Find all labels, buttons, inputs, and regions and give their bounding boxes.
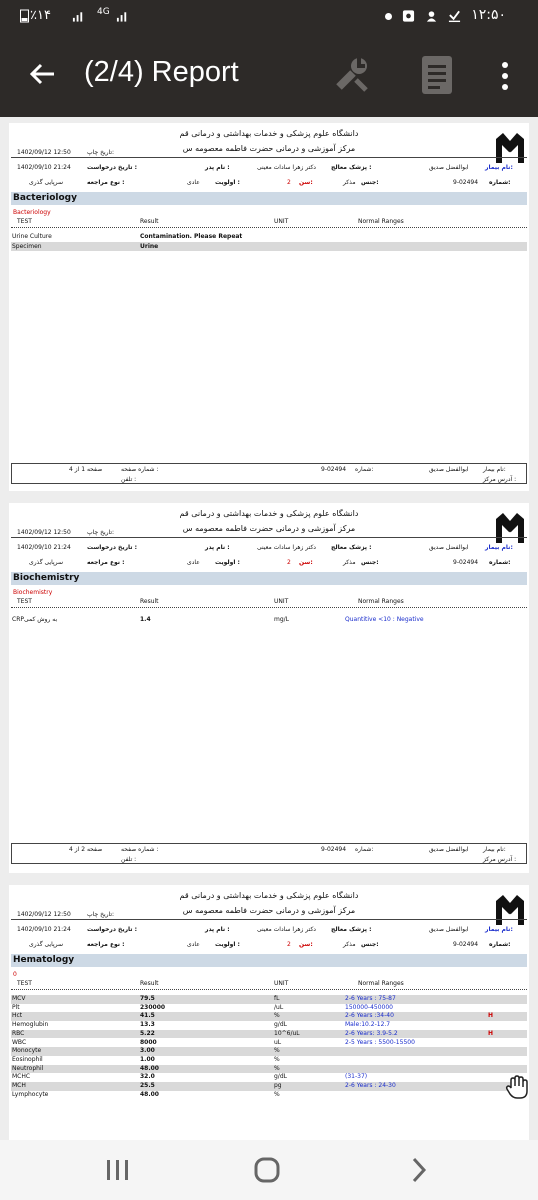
visit-type: سرپایی گذری <box>29 941 64 948</box>
row-unit: fL <box>274 995 280 1002</box>
recent-apps-icon[interactable] <box>103 1155 133 1185</box>
section-subtitle: Bacteriology <box>13 209 51 216</box>
hospital-logo-icon <box>493 509 527 545</box>
request-date-label: تاریخ درخواست : <box>87 926 138 933</box>
table-row <box>11 1073 527 1082</box>
print-date: 1402/09/12 12:50 <box>17 911 71 918</box>
footer-patient-label: نام بیمار: <box>483 466 506 473</box>
dotted-divider <box>11 227 527 228</box>
row-result: 8000 <box>140 1038 157 1046</box>
number-label: شماره: <box>489 179 511 186</box>
patient-name: ابوالفضل صدیق <box>429 544 469 551</box>
age-label: سن: <box>299 179 313 186</box>
row-normal: (31-37) <box>345 1073 368 1081</box>
notification-dot <box>385 13 392 20</box>
row-unit: pg <box>274 1082 282 1089</box>
patient-name: ابوالفضل صدیق <box>429 926 469 933</box>
row-test: MCH <box>12 1082 26 1089</box>
col-unit: UNIT <box>274 218 289 225</box>
report-page-1 <box>9 123 529 491</box>
row-unit: % <box>274 1047 280 1055</box>
row-test: CRPبه روش کمی <box>12 616 58 623</box>
col-normal: Normal Ranges <box>358 598 404 605</box>
row-unit: % <box>274 1012 280 1020</box>
section-bar <box>11 572 527 585</box>
print-date-label: تاریخ چاپ: <box>87 911 115 918</box>
section-bar <box>11 192 527 205</box>
footer-number-label: شماره: <box>355 466 374 473</box>
table-row <box>11 1030 527 1039</box>
row-result: 1.00 <box>140 1055 155 1063</box>
row-result: 41.5 <box>140 1012 155 1020</box>
footer-number: 9-02494 <box>321 466 347 473</box>
row-result: 25.5 <box>140 1082 155 1089</box>
page-no-label: شماره صفحه : <box>121 466 159 473</box>
row-result: 48.00 <box>140 1064 159 1072</box>
row-test: Neutrophil <box>12 1064 44 1072</box>
age: 2 <box>287 559 291 566</box>
row-result: 79.5 <box>140 995 155 1002</box>
signal-icon <box>72 9 85 23</box>
request-date: 1402/09/10 21:24 <box>17 544 71 551</box>
table-row <box>11 1012 527 1021</box>
university-name: دانشگاه علوم پزشکی و خدمات بهداشتی و درمانی قم <box>179 891 359 900</box>
row-test: MCHC <box>12 1073 31 1081</box>
page-count: صفحه 1 از 4 <box>69 466 103 473</box>
system-nav-bar <box>0 1140 538 1200</box>
row-normal: 2-6 Years : 75-87 <box>345 995 396 1002</box>
print-date: 1402/09/12 12:50 <box>17 149 71 156</box>
page-title: (2/4) Report <box>84 56 239 88</box>
clock: ۱۲:۵۰ <box>471 7 506 23</box>
row-test: Specimen <box>12 243 42 250</box>
table-row <box>11 995 527 1004</box>
print-date-label: تاریخ چاپ: <box>87 529 115 536</box>
sex: مذکر <box>343 941 356 948</box>
sex-label: جنس: <box>361 559 379 566</box>
row-normal: Quantitive <10 : Negative <box>345 616 424 623</box>
row-result: Urine <box>140 243 159 250</box>
table-row <box>11 1056 527 1065</box>
col-normal: Normal Ranges <box>358 980 404 987</box>
section-title: Hematology <box>13 955 75 965</box>
back-arrow-icon[interactable] <box>26 58 58 90</box>
footer-patient-label: نام بیمار: <box>483 846 506 853</box>
university-name: دانشگاه علوم پزشکی و خدمات بهداشتی و درمانی قم <box>179 129 359 138</box>
row-unit: uL <box>274 1038 282 1046</box>
patient-label: نام بیمار: <box>485 164 513 171</box>
doctor-label: پزشک معالج : <box>331 926 372 933</box>
report-document-icon[interactable] <box>420 54 454 96</box>
patient-label: نام بیمار: <box>485 926 513 933</box>
sex: مذکر <box>343 559 356 566</box>
section-bar <box>11 954 527 967</box>
back-icon[interactable] <box>404 1155 434 1185</box>
university-name: دانشگاه علوم پزشکی و خدمات بهداشتی و درمانی قم <box>179 509 359 518</box>
sex: مذکر <box>343 179 356 186</box>
row-normal: 2-6 Years :34-40 <box>345 1012 394 1020</box>
doctor-name: دکتر زهرا سادات معینی <box>257 164 316 171</box>
hospital-logo-icon <box>493 129 527 165</box>
page-count: صفحه 2 از 4 <box>69 846 103 853</box>
row-test: Hemoglubin <box>12 1021 49 1029</box>
report-viewer[interactable] <box>0 117 538 1140</box>
print-date: 1402/09/12 12:50 <box>17 529 71 536</box>
footer-address-label: آدرس مرکز : <box>483 856 517 863</box>
row-test: Hct <box>12 1012 23 1020</box>
row-normal: 2-6 Years : 24-30 <box>345 1082 396 1089</box>
dotted-divider <box>11 607 527 608</box>
row-test: Urine Culture <box>12 233 52 240</box>
hospital-logo-icon <box>493 891 527 927</box>
table-row <box>11 1004 527 1013</box>
col-result: Result <box>140 598 159 605</box>
signal-icon-2 <box>116 9 129 23</box>
page-no-label: شماره صفحه : <box>121 846 159 853</box>
row-test: RBC <box>12 1029 25 1037</box>
father-label: نام پدر : <box>205 164 230 171</box>
row-unit: 10^6/uL <box>274 1029 300 1037</box>
patient-number: 9-02494 <box>453 179 479 186</box>
patient-name: ابوالفضل صدیق <box>429 164 469 171</box>
row-result: 48.00 <box>140 1090 159 1098</box>
print-date-label: تاریخ چاپ: <box>87 149 115 156</box>
patient-number: 9-02494 <box>453 559 479 566</box>
center-name: مرکز آموزشی و درمانی حضرت فاطمه معصومه س <box>182 144 356 153</box>
row-unit: g/dL <box>274 1021 287 1029</box>
footer-address-label: آدرس مرکز : <box>483 476 517 483</box>
priority: عادی <box>187 179 200 186</box>
app-bar <box>0 34 538 117</box>
home-icon[interactable] <box>252 1155 282 1185</box>
more-vertical-icon[interactable] <box>494 60 516 92</box>
priority-label: اولویت : <box>215 179 240 186</box>
status-bar <box>0 0 538 34</box>
report-page-3 <box>9 885 529 1140</box>
father-label: نام پدر : <box>205 544 230 551</box>
priority: عادی <box>187 941 200 948</box>
priority: عادی <box>187 559 200 566</box>
row-test: WBC <box>12 1038 27 1046</box>
number-label: شماره: <box>489 559 511 566</box>
divider <box>11 537 527 538</box>
col-result: Result <box>140 980 159 987</box>
footer-number: 9-02494 <box>321 846 347 853</box>
col-test: TEST <box>17 980 32 987</box>
col-unit: UNIT <box>274 980 289 987</box>
row-test: Plt <box>12 1003 20 1011</box>
table-row <box>11 1065 527 1074</box>
table-row <box>11 1039 527 1048</box>
row-flag: H <box>488 1029 494 1037</box>
number-label: شماره: <box>489 941 511 948</box>
sex-label: جنس: <box>361 179 379 186</box>
patient-label: نام بیمار: <box>485 544 513 551</box>
age-label: سن: <box>299 559 313 566</box>
phone-label: تلفن : <box>121 856 137 863</box>
sex-label: جنس: <box>361 941 379 948</box>
visit-type: سرپایی گذری <box>29 559 64 566</box>
age: 2 <box>287 179 291 186</box>
divider <box>11 157 527 158</box>
row-flag: H <box>488 1012 494 1020</box>
col-test: TEST <box>17 598 32 605</box>
center-name: مرکز آموزشی و درمانی حضرت فاطمه معصومه س <box>182 524 356 533</box>
hand-pointer-icon <box>505 1074 529 1100</box>
priority-label: اولویت : <box>215 941 240 948</box>
row-unit: mg/L <box>274 616 290 623</box>
row-result: 3.00 <box>140 1047 155 1055</box>
download-done-icon <box>448 9 461 23</box>
report-page-2 <box>9 503 529 873</box>
row-unit: % <box>274 1090 280 1098</box>
row-result: Contamination. Please Repeat <box>140 233 243 240</box>
table-row <box>11 1047 527 1056</box>
table-row <box>11 615 527 624</box>
section-title: Biochemistry <box>13 573 80 583</box>
table-row <box>11 232 527 241</box>
row-unit: g/dL <box>274 1073 287 1081</box>
row-normal: Male:10.2-12.7 <box>345 1021 391 1029</box>
row-result: 230000 <box>140 1003 166 1011</box>
col-test: TEST <box>17 218 32 225</box>
doctor-label: پزشک معالج : <box>331 544 372 551</box>
dotted-divider <box>11 989 527 990</box>
visit-type-label: نوع مراجعه : <box>87 179 125 186</box>
doctor-name: دکتر زهرا سادات معینی <box>257 544 316 551</box>
row-normal: 2-5 Years : 5500-15500 <box>345 1038 415 1046</box>
battery-percent: ٪۱۴ <box>30 8 51 23</box>
row-test: Lymphocyte <box>12 1090 49 1098</box>
request-date: 1402/09/10 21:24 <box>17 164 71 171</box>
table-row <box>11 1021 527 1030</box>
section-title: Bacteriology <box>13 193 77 203</box>
divider <box>11 919 527 920</box>
section-subtitle: Biochemistry <box>13 589 53 596</box>
father-label: نام پدر : <box>205 926 230 933</box>
row-normal: 150000-450000 <box>345 1003 393 1011</box>
table-row <box>11 1091 527 1100</box>
security-icon <box>425 9 438 23</box>
footer-patient: ابوالفضل صدیق <box>429 846 469 853</box>
row-result: 1.4 <box>140 616 151 623</box>
request-date: 1402/09/10 21:24 <box>17 926 71 933</box>
col-normal: Normal Ranges <box>358 218 404 225</box>
row-test: Monocyte <box>12 1047 42 1055</box>
doctor-label: پزشک معالج : <box>331 164 372 171</box>
row-result: 13.3 <box>140 1021 155 1029</box>
row-result: 32.0 <box>140 1073 155 1081</box>
row-unit: % <box>274 1064 280 1072</box>
age: 2 <box>287 941 291 948</box>
request-date-label: تاریخ درخواست : <box>87 544 138 551</box>
col-result: Result <box>140 218 159 225</box>
row-test: Eosinophil <box>12 1055 43 1063</box>
network-type: 4G <box>97 7 110 17</box>
screenshot-icon <box>402 9 415 23</box>
table-row <box>11 1082 527 1091</box>
wrench-icon[interactable] <box>332 54 372 94</box>
section-subtitle: 0 <box>13 971 17 978</box>
row-test: MCV <box>12 995 26 1002</box>
row-normal: 2-6 Years: 3.9-5.2 <box>345 1029 398 1037</box>
visit-type: سرپایی گذری <box>29 179 64 186</box>
row-unit: /uL <box>274 1003 284 1011</box>
row-result: 5.22 <box>140 1029 155 1037</box>
priority-label: اولویت : <box>215 559 240 566</box>
patient-number: 9-02494 <box>453 941 479 948</box>
visit-type-label: نوع مراجعه : <box>87 941 125 948</box>
phone-label: تلفن : <box>121 476 137 483</box>
row-unit: % <box>274 1055 280 1063</box>
col-unit: UNIT <box>274 598 289 605</box>
table-row <box>11 242 527 251</box>
request-date-label: تاریخ درخواست : <box>87 164 138 171</box>
doctor-name: دکتر زهرا سادات معینی <box>257 926 316 933</box>
footer-patient: ابوالفضل صدیق <box>429 466 469 473</box>
center-name: مرکز آموزشی و درمانی حضرت فاطمه معصومه س <box>182 906 356 915</box>
footer-number-label: شماره: <box>355 846 374 853</box>
visit-type-label: نوع مراجعه : <box>87 559 125 566</box>
age-label: سن: <box>299 941 313 948</box>
